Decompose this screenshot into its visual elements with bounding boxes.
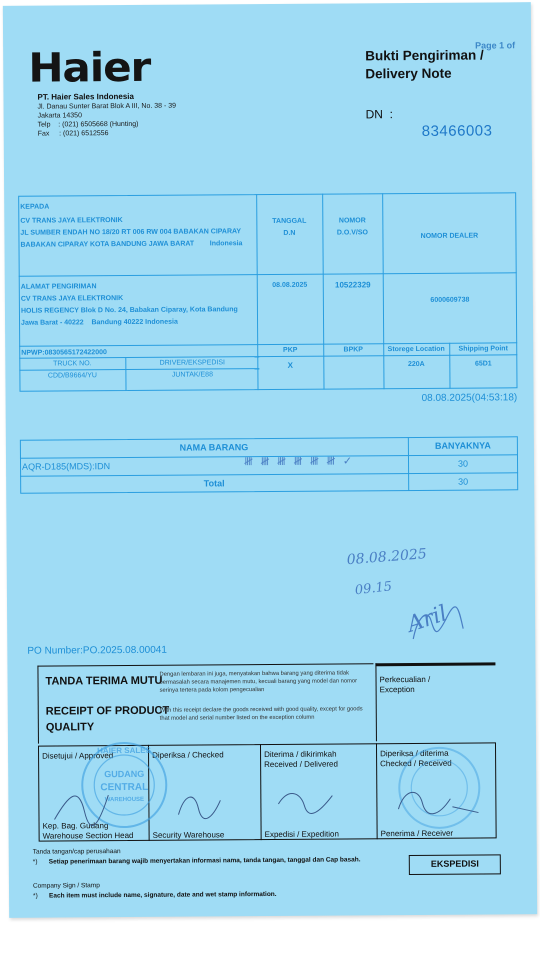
- kepada-line: CV TRANS JAYA ELEKTRONIK: [20, 217, 123, 225]
- address-line: Jakarta 14350: [37, 112, 82, 120]
- phone-line: Telp : (021) 6505668 (Hunting): [37, 120, 139, 129]
- pkp-value: X: [287, 360, 294, 370]
- receipt-note: With this receipt declare the goods received with good quality, except for goods that model and serial number listed on the exception column: [159, 706, 363, 722]
- approved-label: Disetujui / Approved: [42, 751, 114, 761]
- exception-label-en: Exception: [379, 684, 415, 695]
- warehouse-head-label: Kep. Bag. Gudang: [42, 821, 109, 831]
- address-line: Jl. Danau Sunter Barat Blok A III, No. 38 - 39: [37, 102, 177, 111]
- handwritten-time: 09.15: [354, 579, 393, 599]
- handwritten-signature: Aril: [404, 601, 451, 638]
- dealer-label: NOMOR DEALER: [420, 232, 479, 240]
- driver-value: JUNTAK/E88: [171, 371, 213, 379]
- tanggal-value: 08.08.2025: [272, 281, 308, 289]
- checked-received-label-en: Checked / Received: [380, 758, 452, 769]
- footer-line1: Tanda tangan/cap perusahaan: [32, 848, 121, 856]
- nomor-sub: D.O.V/SO: [336, 229, 369, 237]
- stamp-text: CENTRAL: [100, 781, 149, 794]
- print-timestamp: 08.08.2025(04:53:18): [421, 392, 518, 404]
- kepada-line: JL SUMBER ENDAH NO 18/20 RT 006 RW 004 BABAKAN CIPARAY: [20, 228, 242, 237]
- exception-label: Perkecualian /: [379, 674, 431, 685]
- kepada-label: KEPADA: [20, 203, 50, 211]
- page-number: Page 1 of: [475, 40, 516, 51]
- shipping-value: 65D1: [474, 360, 492, 368]
- tanda-terima-title: TANDA TERIMA MUTU: [45, 674, 163, 688]
- signature-scribbles: [48, 772, 488, 835]
- dealer-value: 6000609738: [430, 296, 470, 304]
- footer-line3: Company Sign / Stamp: [32, 882, 100, 890]
- delivery-note-paper: [3, 2, 537, 918]
- stamp-text: GUDANG: [104, 768, 145, 780]
- fax-line: Fax : (021) 6512556: [37, 130, 109, 138]
- doc-title-id: Bukti Pengiriman /: [365, 47, 484, 64]
- tanda-terima-note: Dengan lembaran ini juga, menyatakan bahwa barang yang diterima tidak bermasalah secara manajemen mutu, kecuali barang yang model dan nomor serinya tertera pada kolom pengecualian: [159, 670, 358, 694]
- tanggal-label: TANGGAL: [272, 217, 307, 225]
- alamat-label: ALAMAT PENGIRIMAN: [20, 283, 97, 291]
- warehouse-head-label-en: Warehouse Section Head: [42, 830, 134, 841]
- signature-scribble: [407, 599, 467, 647]
- truck-value: CDD/B9664/YU: [47, 372, 97, 380]
- delivered-label: Diterima / dikirimkah: [264, 749, 337, 760]
- security-label: Security Warehouse: [152, 830, 225, 840]
- stamp-text: HAIER SALES: [97, 745, 151, 756]
- delivered-label-en: Received / Delivered: [264, 759, 338, 770]
- receipt-title-quality: QUALITY: [45, 721, 95, 734]
- bpkp-label: BPKP: [343, 346, 363, 354]
- alamat-line: HOLIS REGENCY Blok D No. 24, Babakan Ciparay, Kota Bandung: [20, 306, 238, 315]
- checked-label: Diperiksa / Checked: [152, 750, 224, 760]
- receipt-title: RECEIPT OF PRODUCT: [45, 704, 170, 718]
- shipping-label: Shipping Point: [458, 345, 508, 353]
- ekspedisi-box: EKSPEDISI: [409, 854, 501, 875]
- driver-label: DRIVER/EKSPEDISI: [159, 359, 226, 367]
- footer-bullet: *): [32, 858, 38, 866]
- alamat-line: CV TRANS JAYA ELEKTRONIK: [20, 295, 124, 303]
- handwritten-date: 08.08.2025: [346, 546, 428, 569]
- expedition-label: Expedisi / Expedition: [264, 829, 339, 840]
- company-name: PT. Haier Sales Indonesia: [37, 91, 134, 102]
- dn-label: DN :: [365, 107, 393, 122]
- pkp-label: PKP: [283, 346, 298, 354]
- checked-received-label: Diperiksa / diterima: [380, 748, 449, 759]
- item-qty: 30: [457, 458, 469, 469]
- alamat-line: Jawa Barat - 40222 Bandung 40222 Indonesia: [21, 318, 178, 327]
- footer-bullet: *): [33, 892, 38, 900]
- po-number: PO Number:PO.2025.08.00041: [27, 644, 167, 657]
- col-nama-barang: NAMA BARANG: [179, 442, 249, 453]
- npwp: NPWP:0830565172422000: [21, 349, 107, 357]
- col-banyaknya: BANYAKNYA: [434, 440, 491, 451]
- nomor-label: NOMOR: [338, 217, 366, 225]
- truck-label: TRUCK NO.: [53, 360, 92, 368]
- footer-line4: Each item must include name, signature, date and wet stamp information.: [49, 890, 277, 900]
- haier-logo: Haier: [28, 44, 151, 92]
- storage-value: 220A: [407, 360, 425, 369]
- tanggal-sub: D.N: [283, 229, 296, 237]
- nomor-value: 10522329: [334, 280, 371, 290]
- total-qty: 30: [458, 476, 469, 487]
- stamp-text: WAREHOUSE: [104, 796, 145, 804]
- footer-line2: Setiap penerimaan barang wajib menyertakan informasi nama, tanda tangan, tanggal dan Cap basah.: [48, 856, 361, 866]
- tally-marks: 𝍸 𝍸 𝍸 𝍸 𝍸 𝍸 ✓: [243, 454, 355, 469]
- dn-number: 83466003: [421, 122, 493, 140]
- storage-label: Storege Location: [387, 345, 445, 354]
- kepada-line: BABAKAN CIPARAY KOTA BANDUNG JAWA BARAT Indonesia: [20, 240, 243, 249]
- total-label: Total: [203, 478, 225, 489]
- doc-title-en: Delivery Note: [365, 65, 452, 82]
- receiver-label: Penerima / Receiver: [380, 828, 454, 839]
- item-name: AQR-D185(MDS):IDN: [22, 461, 111, 472]
